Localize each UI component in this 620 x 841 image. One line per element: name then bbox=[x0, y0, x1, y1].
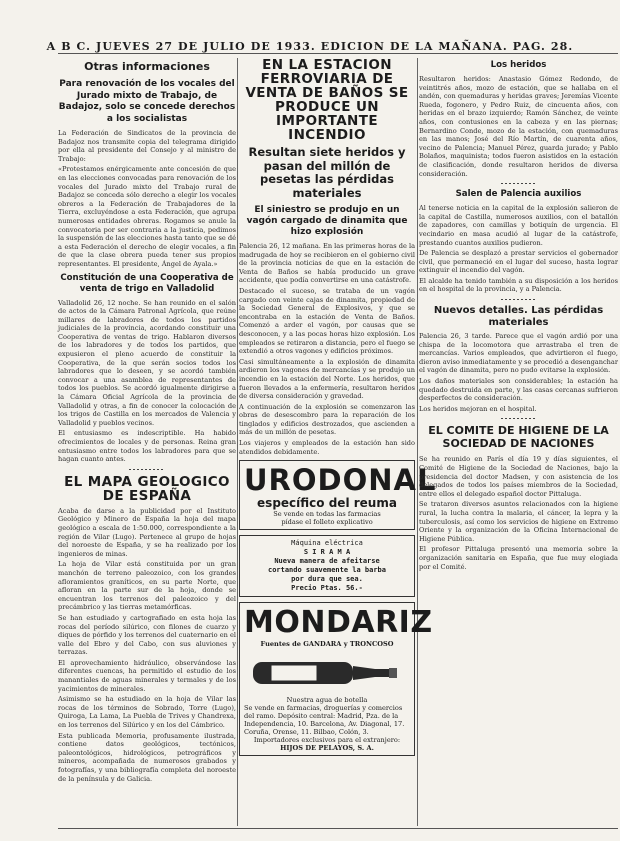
section-title: Salen de Palencia auxilios bbox=[455, 189, 582, 200]
article-paragraph: Casi simultáneamente a la explosión de dinamita ardieron los vagones de mercancías y se produjo un incendio en la estación del Norte. Los heridos, que fueron llevados a la enfermería, resultaron heridos de diversa consideración y gravedad. bbox=[239, 357, 415, 401]
column-divider bbox=[237, 58, 238, 826]
ad-small-text: HIJOS DE PELAYOS, S. A. bbox=[280, 744, 374, 753]
article-paragraph: Resultaron heridos: Anastasio Gómez Redondo, de veintitrés años, mozo de estación, que se hallaba en el andén, con quemaduras y heridas graves; Jeremías Vicente Rueda, fogonero, y Pedro Ruiz, de cincuenta años, con heridas en el brazo izquierdo; Ramón Sánchez, de veinte años, con contusiones en la cabeza y en las piernas; Bernardino Conde, mozo de la estación, con quemaduras en las manos; José del Río Martín, de cuarenta años, vecino de Palencia; Manuel Pérez, guarda jurado; y Pablo Bolaños, maquinista; todos fueron asistidos en la estación de clasificación, donde resultaron heridos de diversa consideración. bbox=[419, 75, 618, 178]
ad-brand: URODONAL bbox=[244, 463, 437, 498]
article-paragraph: Palencia 26, 3 tarde. Parece que el vagón ardió por una chispa de la locomotora que arrastraba el tren de mercancías. Varios empleados, que advirtieron el fuego, dieron aviso inmediatamente y se procedió a desenganchar el vagón de dinamita, pero no pudo evitarse la explosión. bbox=[419, 332, 618, 375]
article-paragraph: La hoja de Vilar está constituida por un gran manchón de terreno paleozoico, con los grandes afloramientos graníticos, en su parte Norte, que afloran en la parte sur de la hoja, donde se encuentran los terrenos del paleozoico y del precámbrico y las tierras metamórficas. bbox=[58, 560, 236, 612]
ad-mondariz bbox=[239, 602, 433, 756]
article-paragraph: El alcalde ha tenido también a su disposición a los heridos en el hospital de la provincia, y a Palencia. bbox=[419, 276, 618, 294]
ad-line: cortando suavemente la barba bbox=[267, 566, 386, 575]
ad-brand: S I R A M A bbox=[303, 548, 351, 557]
article-paragraph: Destacado el suceso, se trataba de un vagón cargado con veinte cajas de dinamita, propiedad de la Sociedad General de Explosivos, y que se encontraba en la estación de Venta de Baños. Comenzó a arder el vagón, por causas que se desconocen, y a las pocas horas hizo explosión. Los empleados se retiraron a distancia, pero el fuego se extendió a otros vagones y edificios próximos. bbox=[239, 286, 415, 356]
footer-rule bbox=[58, 828, 618, 829]
section-title: Los heridos bbox=[490, 60, 547, 70]
ad-small-text: Nuestra agua de botella bbox=[286, 696, 368, 705]
article-paragraph: Los viajeros y empleados de la estación han sido atendidos debidamente. bbox=[239, 439, 415, 456]
article-paragraph: Se ha reunido en París el día 19 y días siguientes, el Comité de Higiene de la Sociedad de Naciones, bajo la presidencia del doctor Madsen, y con asistencia de los delegados de todos los países miembros de la Sociedad, entre ellos el delegado español doctor Pittaluga. bbox=[419, 455, 618, 498]
ad-small-text: pídase el folleto explicativo bbox=[281, 518, 373, 527]
page-header: A B C. JUEVES 27 DE JULIO DE 1933. EDICION DE LA MAÑANA. PAG. 28. bbox=[46, 40, 574, 53]
article-title: Para renovación de los vocales del Jurado mixto de Trabajo, de Badajoz, solo se concede derechos a los socialistas bbox=[58, 79, 236, 124]
article-title: EL COMITE DE HIGIENE DE LA SOCIEDAD DE NACIONES bbox=[428, 424, 609, 451]
subheadline: Resultan siete heridos y pasan del millón de pesetas las pérdidas materiales bbox=[248, 145, 406, 200]
article-paragraph: Los daños materiales son considerables; la estación ha quedado destruida en parte, y las casas cercanas sufrieron desperfectos de consideración. bbox=[419, 377, 618, 403]
column-divider bbox=[417, 58, 418, 826]
separator bbox=[501, 183, 537, 184]
article-paragraph: Al tenerse noticia en la capital de la explosión salieron de la capital de Castilla, numerosos auxilios, con el batallón de zapadores, con camillas y botiquín de urgencia. El vecindario en masa acudió al lugar de la catástrofe, prestando cuantos auxilios pudieron. bbox=[419, 204, 618, 247]
article-paragraph: El profesor Pittaluga presentó una memoria sobre la organización sanitaria en España, que fue muy elogiada por el Comité. bbox=[419, 545, 618, 571]
header-rule bbox=[58, 53, 618, 54]
ad-brand: MONDARIZ bbox=[244, 605, 433, 641]
article-paragraph: Palencia 26, 12 mañana. En las primeras horas de la madrugada de hoy se recibieron en el gobierno civil de la provincia noticias de que en la estación de Venta de Baños se había producido un grave accidente, que podía convertirse en una catástrofe. bbox=[239, 242, 415, 285]
article-paragraph: Valladolid 26, 12 noche. Se han reunido en el salón de actos de la Cámara Patronal Agrícola, que reúne millares de labradores de todos los partidos judiciales de la provincia, acordando constituir una Cooperativa de ventas de trigo. Hablaron diversos de los labradores y de todos los partidos, que expusieron el pleno acuerdo de constituir la Cooperativa, de la que serán socios todos los labradores que lo deseen, y se acordó también convocar a una asamblea de representantes de todos los pueblos. Se acordó igualmente dirigirse a la Cámara Oficial Agrícola de la provincia de Valladolid y otras, a fin de conocer la colocación de los trigos de Castilla en los mercados de Valencia y Valladolid y pueblos vecinos. bbox=[58, 298, 236, 427]
column-left bbox=[58, 56, 236, 826]
article-paragraph: A continuación de la explosión se comenzaron las obras de desescombro para la reparación de los tinglados y edificios destrozados, que ascienden a más de un millón de pesetas. bbox=[239, 402, 415, 437]
ad-sirama bbox=[239, 535, 415, 597]
column-center bbox=[239, 56, 437, 826]
column-right bbox=[419, 56, 618, 826]
ad-small-text: Se vende en farmacias, droguerías y comercios del ramo. Depósito central: Madrid, Pza. de la Independencia, 10. Barcelona, Av. Diagonal, 17. Coruña, Orense, 11. Bilbao, Colón, 3. bbox=[244, 704, 405, 737]
article-paragraph: Se han estudiado y cartografiado en esta hoja las rocas del período silúrico, con filones de cuarzo y diques de pórfido y los terrenos del cuaternario en el valle del Ebro y del Cabo, con sus aluviones y terrazas. bbox=[58, 613, 236, 657]
ad-slogan: específico del reuma bbox=[257, 496, 397, 511]
ad-title: Máquina eléctrica bbox=[291, 539, 363, 548]
article-paragraph: El entusiasmo es indescriptible. Ha habido ofrecimientos de locales y de personas. Reina gran entusiasmo entre todos los labradores para que se hagan cuanto antes. bbox=[58, 429, 236, 464]
article-paragraph: Acaba de darse a la publicidad por el Instituto Geológico y Minero de España la hoja del mapa geológico a escala de 1:50.000, correspondiente a la región de Vilar (Lugo). Pertenece al grupo de hojas del noroeste de España, y se ha realizado por los ingenieros de minas. bbox=[58, 506, 236, 558]
deck: El siniestro se produjo en un vagón cargado de dinamita que hizo explosión bbox=[246, 205, 408, 237]
separator bbox=[501, 299, 537, 300]
ad-small-text: Se vende en todas las farmacias bbox=[273, 510, 381, 519]
ad-line: Nueva manera de afeitarse bbox=[274, 557, 380, 566]
article-paragraph: Asimismo se ha estudiado en la hoja de Vilar las rocas de los términos de Sobrado, Torre (Lugo), Quiroga, La Lama, La Puebla de Trives y Chandrexa, en los terrenos del Silúrico y en los del Cámbrico. bbox=[58, 695, 236, 730]
article-paragraph: El aprovechamiento hidráulico, observándose las diferentes cuencas, ha permitido el estudio de los manantiales de aguas minerales y termales y de los yacimientos de minerales. bbox=[58, 658, 236, 693]
section-title: Nuevos detalles. Las pérdidas materiales bbox=[433, 305, 604, 328]
article-title: Constitución de una Cooperativa de venta de trigo en Valladolid bbox=[60, 272, 234, 294]
bottle-icon bbox=[247, 652, 407, 692]
ad-line: Fuentes de GANDARA y TRONCOSO bbox=[260, 640, 394, 649]
ad-urodonal bbox=[239, 460, 437, 530]
article-paragraph: Esta publicada Memoria, profusamente ilustrada, contiene datos geológicos, tectónicos, paleontológicos, hidrológicos, petrográficos y mineros, acompañada de numerosos grabados y fotografías, y una bibliografía completa del noroeste de la península y de Galicia. bbox=[58, 731, 236, 783]
article-paragraph: Se trataron diversos asuntos relacionados con la higiene rural, la lucha contra la malaria, el cáncer, la lepra y la tuberculosis, así como los servicios de higiene en Extremo Oriente y la organización de la Oficina Internacional de Higiene Pública. bbox=[419, 500, 618, 543]
headline: EN LA ESTACION FERROVIARIA DE VENTA DE BAÑOS SE PRODUCE UN IMPORTANTE INCENDIO bbox=[245, 57, 409, 143]
ad-line: por dura que sea. bbox=[291, 575, 363, 584]
ad-small-text: Importadores exclusivos para el extranjero: bbox=[253, 736, 401, 745]
section-title: Otras informaciones bbox=[84, 60, 210, 73]
article-paragraph: «Protestamos enérgicamente ante concesión de que en las elecciones convocadas para renovación de los vocales del Jurado mixto del Trabajo rural de Badajoz se conceda sólo derecho a elegir los vocales obreros a la Federación de Trabajadores de la Tierra, excluyéndose a esta Federación, que agrupa numerosas entidades obreras. Rogamos se anule la convocatoria por ser contraria a la justicia, pedimos la suspensión de las elecciones hasta tanto que se dé a esta Federación el derecho de elegir vocales, a fin de que la clase obrera pueda tener sus propios representantes. El presidente, Ángel de Ayala.» bbox=[58, 165, 236, 268]
separator bbox=[501, 418, 537, 419]
article-paragraph: La Federación de Sindicatos de la provincia de Badajoz nos transmite copia del telegrama dirigido por ella al presidente del Consejo y al ministro de Trabajo: bbox=[58, 129, 236, 163]
article-paragraph: Los heridos mejoran en el hospital. bbox=[419, 404, 537, 413]
article-title: EL MAPA GEOLOGICO DE ESPAÑA bbox=[64, 473, 230, 504]
separator bbox=[129, 469, 165, 470]
article-paragraph: De Palencia se desplazó a prestar servicios el gobernador civil, que permaneció en el lugar del suceso, hasta lograr extinguir el incendio del vagón. bbox=[419, 249, 618, 275]
ad-price: Precio Ptas. 56.- bbox=[291, 584, 363, 593]
